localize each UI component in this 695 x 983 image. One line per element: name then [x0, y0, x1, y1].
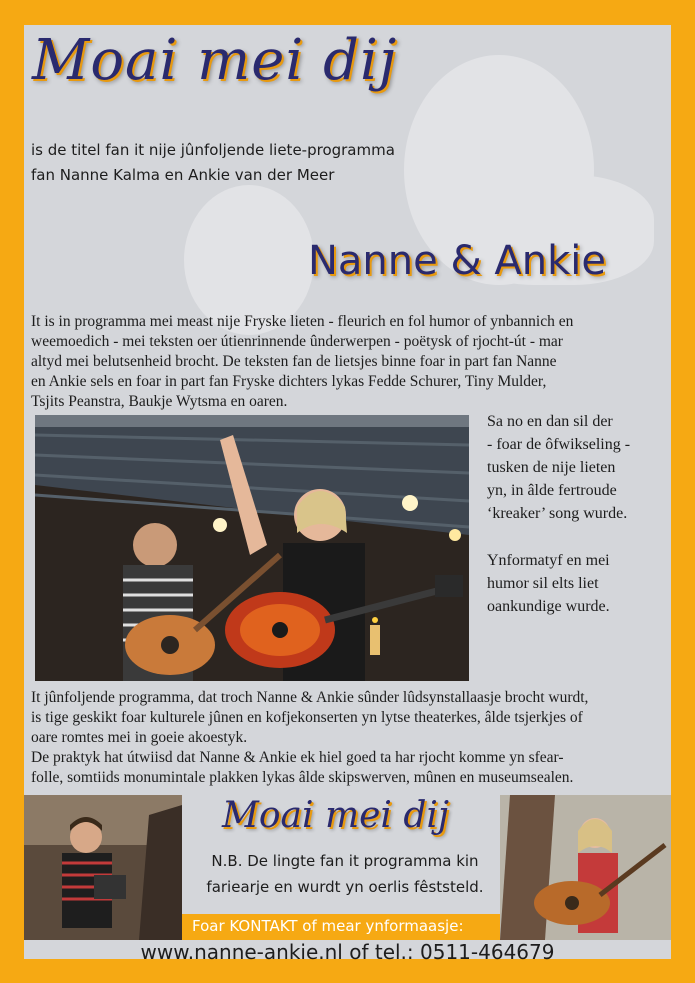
text-line: yn, in âlde fertroude: [487, 482, 617, 499]
text-line: Ynformatyf en mei: [487, 552, 610, 569]
text-line: altyd mei belutsenheid brocht. De teksten fan de lietsjes binne foar in part fan Nanne: [31, 353, 557, 370]
nanne-photo-illustration: [24, 795, 182, 940]
text-line: - foar de ôfwikseling -: [487, 436, 631, 453]
venue-description: [31, 688, 671, 788]
text-line: oare romtes mei in goeie akoestyk.: [31, 729, 248, 746]
text-line: oankundige wurde.: [487, 598, 610, 615]
page-title: Moai mei dij: [32, 28, 398, 93]
program-description: [31, 312, 671, 412]
nanne-photo: [24, 795, 182, 940]
text-line: Sa no en dan sil der: [487, 413, 613, 430]
text-line: humor sil elts liet: [487, 575, 599, 592]
text-line: weemoedich - mei teksten oer útienrinnende ûnderwerpen - poëtysk of rjocht-út - mar: [31, 333, 563, 350]
performance-photo-illustration: [35, 415, 469, 681]
text-line: fariearje en wurdt yn oerlis fêststeld.: [206, 878, 484, 896]
length-note: [195, 848, 495, 900]
text-line: It jûnfoljende programma, dat troch Nanne & Ankie sûnder lûdsynstallaasje brocht wurdt,: [31, 689, 589, 706]
text-line: folle, somtiids monumintale plakken lykas âlde skipswerven, mûnen en museumsealen.: [31, 769, 574, 786]
footer-contact: www.nanne-ankie.nl of tel.: 0511-464679: [140, 940, 555, 964]
intro-text: [31, 138, 395, 188]
text-line: en Ankie sels en foar in part fan Fryske dichters lykas Fedde Schurer, Tiny Mulder,: [31, 373, 547, 390]
side-text: [487, 410, 667, 642]
text-line: It is in programma mei meast nije Fryske lieten - fleurich en fol humor of ynbannich en: [31, 313, 574, 330]
text-line: is tige geskikt foar kulturele jûnen en kofjekonserten yn lytse theaterkes, âlde tsjerkjes of: [31, 709, 583, 726]
bottom-title: Moai mei dij: [222, 795, 450, 836]
duo-title: Nanne & Ankie: [308, 238, 606, 284]
side-paragraph: [487, 549, 667, 618]
performance-photo: [35, 415, 469, 681]
text-line: Tsjits Peanstra, Baukje Wytsma en oaren.: [31, 393, 288, 410]
text-line: ‘kreaker’ song wurde.: [487, 505, 628, 522]
text-line: tusken de nije lieten: [487, 459, 616, 476]
ankie-photo-illustration: [500, 795, 671, 940]
text-line: De praktyk hat útwiisd dat Nanne & Ankie ek hiel goed ta har rjocht komme yn sfear-: [31, 749, 564, 766]
side-paragraph: [487, 410, 667, 525]
ankie-photo: [500, 795, 671, 940]
intro-line: fan Nanne Kalma en Ankie van der Meer: [31, 166, 335, 184]
contact-label: Foar KONTAKT of mear ynformaasje:: [192, 917, 464, 935]
intro-line: is de titel fan it nije jûnfoljende liete-programma: [31, 141, 395, 159]
text-line: N.B. De lingte fan it programma kin: [211, 852, 479, 870]
